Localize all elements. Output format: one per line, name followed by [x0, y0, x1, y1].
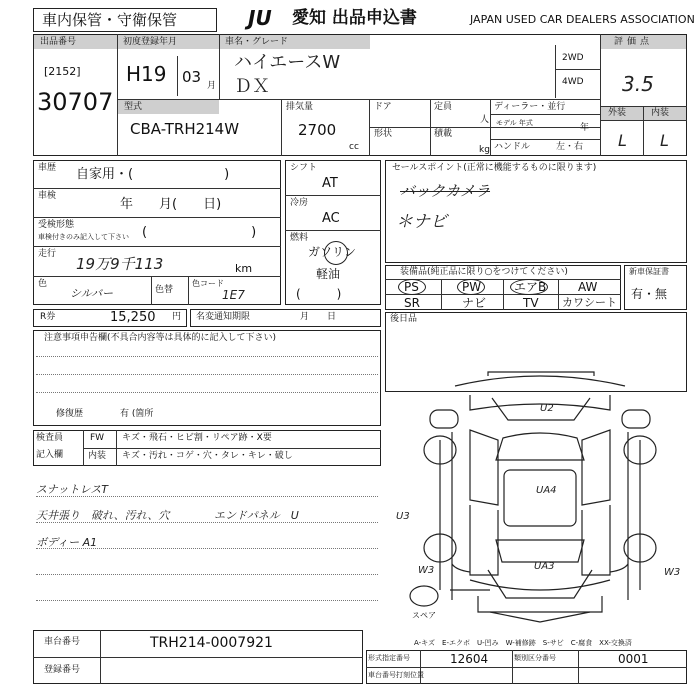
capacity-person-unit: 人 [480, 115, 490, 125]
equip-tv: TV [523, 296, 539, 310]
new-car-label: 新車保証書 [629, 267, 669, 276]
type-value: CBA-TRH214W [130, 120, 240, 138]
drive-4wd: 4WD [562, 77, 584, 87]
fw-items: キズ・飛石・ヒビ割・リペア跡・X要 [122, 433, 272, 443]
cooling-label: 冷房 [290, 198, 309, 208]
mark-left: U3 [396, 511, 410, 522]
ju-logo-text: JU [248, 6, 272, 30]
inspection-label: 車検 [38, 191, 57, 201]
mark-right-lower: W3 [664, 567, 681, 578]
doors-label: ドア [374, 102, 392, 112]
receipt-note: 車検付きのみ記入して下さい [38, 233, 129, 241]
sales-point-line2: ＊ナビ [396, 212, 447, 232]
category-value: 0001 [618, 652, 649, 666]
history-label: 車歴 [38, 163, 57, 173]
notice-value: 月 日 [300, 312, 337, 322]
equip-ps: PS [404, 280, 419, 294]
handle-label: ハンドル [494, 142, 531, 152]
form-title: 愛知 出品申込書 [292, 8, 417, 28]
score-value: 3.5 [622, 72, 654, 96]
mark-left-lower: W3 [418, 565, 435, 576]
note-line2: 天井張り 破れ、汚れ、穴 [36, 509, 170, 522]
r-ticket-unit: 円 [172, 312, 182, 322]
note-line2b: エンドパネル U [214, 509, 299, 522]
color-label: 色 [38, 279, 48, 289]
shift-label: シフト [290, 163, 318, 173]
equip-leather-seat: カワシート [562, 296, 617, 309]
load-label: 積載 [434, 129, 453, 139]
caution-label: 注意事項申告欄(不具合内容等は具体的に記入して下さい) [44, 333, 277, 343]
r-ticket-value: 15,250 [110, 310, 156, 325]
shift-value: AT [322, 176, 338, 191]
model-year-label: モデル 年式 [496, 119, 533, 127]
chassis-pos-label: 車台番号打刻位置 [368, 671, 424, 679]
inspector-label2: 記入欄 [36, 450, 64, 460]
equip-airbag: エアB [514, 280, 547, 294]
mileage-unit: km [235, 262, 253, 275]
mark-roof: UA4 [536, 485, 557, 496]
back-mark-label: 後日品 [390, 314, 418, 324]
dealer-label: ディーラー・並行 [494, 102, 566, 112]
equip-aw: AW [578, 280, 598, 294]
interior-value: L [660, 131, 669, 150]
sales-point-label: セールスポイント(正常に機能するものに限ります) [392, 163, 597, 173]
association-name: JAPAN USED CAR DEALERS ASSOCIATION [470, 13, 695, 26]
exterior-label: 外装 [608, 108, 627, 118]
note-line1: スナットレスT [36, 483, 108, 496]
registration-no-label: 登録番号 [44, 665, 81, 675]
model-grade: ＤＸ [234, 76, 270, 97]
mark-front: U2 [540, 403, 554, 414]
r-ticket-label: R券 [40, 312, 56, 322]
fw-label: FW [90, 433, 105, 443]
fuel-label: 燃料 [290, 233, 309, 243]
designation-value: 12604 [450, 652, 489, 666]
fuel-gasoline: ガソリン [308, 245, 357, 259]
damage-legend: A-キズ E-エクボ U-凹み W-補修跡 S-サビ C-腐食 XX-交換済 [414, 639, 632, 647]
designation-label: 形式指定番号 [368, 654, 410, 662]
lot-bracket-code: [2152] [44, 65, 81, 78]
equipment-label: 装備品(純正品に限り○をつけてください) [400, 267, 568, 277]
fuel-light-oil: 軽油 [316, 267, 341, 281]
chassis-label: 車台番号 [44, 637, 81, 647]
repair-value: 有 (箇所 [120, 409, 154, 419]
equip-sr: SR [404, 296, 420, 310]
receipt-label: 受検形態 [38, 220, 75, 230]
model-name: ハイエースW [234, 52, 341, 73]
receipt-value: ( ) [142, 225, 257, 240]
score-label: 評価点 [614, 37, 654, 47]
engine-unit: cc [349, 142, 359, 152]
notice-label: 名変通知期限 [196, 312, 251, 322]
cooling-value: AC [322, 211, 340, 226]
equip-navi: ナビ [462, 296, 487, 310]
engine-label: 排気量 [286, 102, 314, 112]
exterior-value: L [618, 131, 627, 150]
color-code-value: 1E7 [222, 288, 245, 302]
model-year-unit: 年 [580, 123, 590, 133]
load-kg-unit: kg [479, 145, 490, 155]
color-value: シルバー [70, 287, 113, 300]
note-line3: ボディー A1 [36, 536, 98, 549]
color-change-label: 色替 [155, 285, 174, 295]
inspection-value: 年 月( 日) [120, 197, 222, 212]
registration-month-unit: 月 [207, 81, 217, 91]
equip-pw: PW [462, 280, 482, 294]
mileage-label: 走行 [38, 249, 57, 259]
history-value: 自家用・( ) [76, 167, 230, 182]
engine-value: 2700 [298, 121, 337, 139]
mileage-value: 19万9千113 [76, 255, 164, 273]
registration-era-year: H19 [126, 62, 167, 86]
fuel-paren: ( ) [296, 287, 342, 301]
sales-point-line1: バックカメラ [400, 182, 491, 200]
interior-label: 内装 [651, 108, 670, 118]
storage-label: 車内保管・守衛保管 [42, 11, 178, 29]
lot-label: 出品番号 [40, 37, 77, 47]
spare-label: スペア [412, 611, 436, 620]
int-items: キズ・汚れ・コゲ・穴・タレ・キレ・破し [122, 451, 293, 461]
drive-2wd: 2WD [562, 53, 584, 63]
shape-label: 形状 [374, 129, 393, 139]
mark-rear: UA3 [534, 561, 555, 572]
type-label: 型式 [124, 102, 143, 112]
capacity-label: 定員 [434, 102, 453, 112]
category-label: 類別区分番号 [514, 654, 556, 662]
registration-label: 初度登録年月 [123, 37, 178, 47]
new-car-options: 有・無 [631, 287, 668, 301]
model-label: 車名・グレード [225, 37, 289, 47]
inspector-label1: 検査員 [36, 433, 64, 443]
repair-label: 修復歴 [56, 409, 84, 419]
int-label: 内装 [88, 451, 107, 461]
lot-number: 30707 [37, 88, 114, 116]
color-code-label: 色コード [192, 279, 224, 288]
handle-options: 左・右 [556, 142, 584, 152]
chassis-value: TRH214-0007921 [150, 635, 273, 651]
registration-month: 03 [182, 68, 202, 86]
